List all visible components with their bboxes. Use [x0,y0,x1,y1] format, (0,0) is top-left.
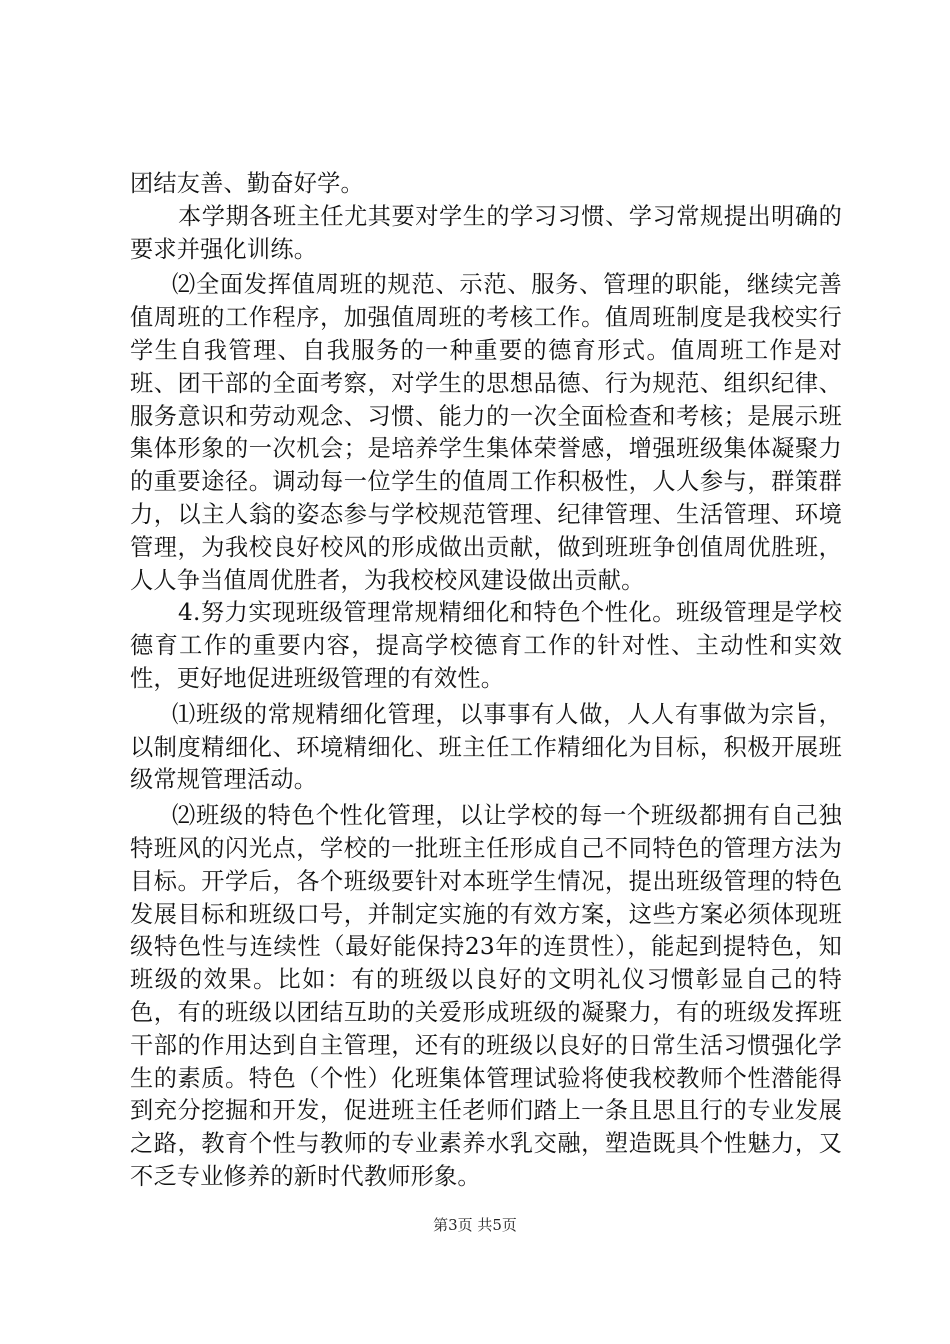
paragraph-study-habits: 本学期各班主任尤其要对学生的学习习惯、学习常规提出明确的要求并强化训练。 [130,202,842,263]
paragraph-class-management: 4.努力实现班级管理常规精细化和特色个性化。班级管理是学校德育工作的重要内容，提高学校德育工作的针对性、主动性和实效性，更好地促进班级管理的有效性。 [130,599,842,692]
document-body [130,168,842,1194]
paragraph-routine-refinement: ⑴班级的常规精细化管理，以事事有人做，人人有事做为宗旨，以制度精细化、环境精细化、班主任工作精细化为目标，积极开展班级常规管理活动。 [130,700,842,794]
paragraph-characteristic-management: ⑵班级的特色个性化管理，以让学校的每一个班级都拥有自己独特班风的闪光点，学校的一批班主任形成自己不同特色的管理方法为目标。开学后，各个班级要针对本班学生情况，提出班级管理的特色发展目标和班级口号，并制定实施的有效方案，这些方案必须体现班级特色性与连续性（最好能保持23年的连贯性），能起到提特色，知班级的效果。比如：有的班级以良好的文明礼仪习惯彰显自己的特色，有的班级以团结互助的关爱形成班级的凝聚力，有的班级发挥班干部的作用达到自主管理，还有的班级以良好的日常生活习惯强化学生的素质。特色（个性）化班集体管理试验将使我校教师个性潜能得到充分挖掘和开发，促进班主任老师们踏上一条且思且行的专业发展之路，教育个性与教师的专业素养水乳交融，塑造既具个性魅力，又不乏专业修养的新时代教师形象。 [130,802,842,1190]
paragraph-duty-class: ⑵全面发挥值周班的规范、示范、服务、管理的职能，继续完善值周班的工作程序，加强值周班的考核工作。值周班制度是我校实行学生自我管理、自我服务的一种重要的德育形式。值周班工作是对班、团干部的全面考察，对学生的思想品德、行为规范、组织纪律、服务意识和劳动观念、习惯、能力的一次全面检查和考核；是展示班集体形象的一次机会；是培养学生集体荣誉感，增强班级集体凝聚力的重要途径。调动每一位学生的值周工作积极性，人人参与，群策群力，以主人翁的姿态参与学校规范管理、纪律管理、生活管理、环境管理，为我校良好校风的形成做出贡献，做到班班争创值周优胜班，人人争当值周优胜者，为我校校风建设做出贡献。 [130,271,842,594]
page-footer: 第3页 共5页 [433,1216,517,1234]
paragraph-continuation: 团结友善、勤奋好学。 [130,170,364,197]
